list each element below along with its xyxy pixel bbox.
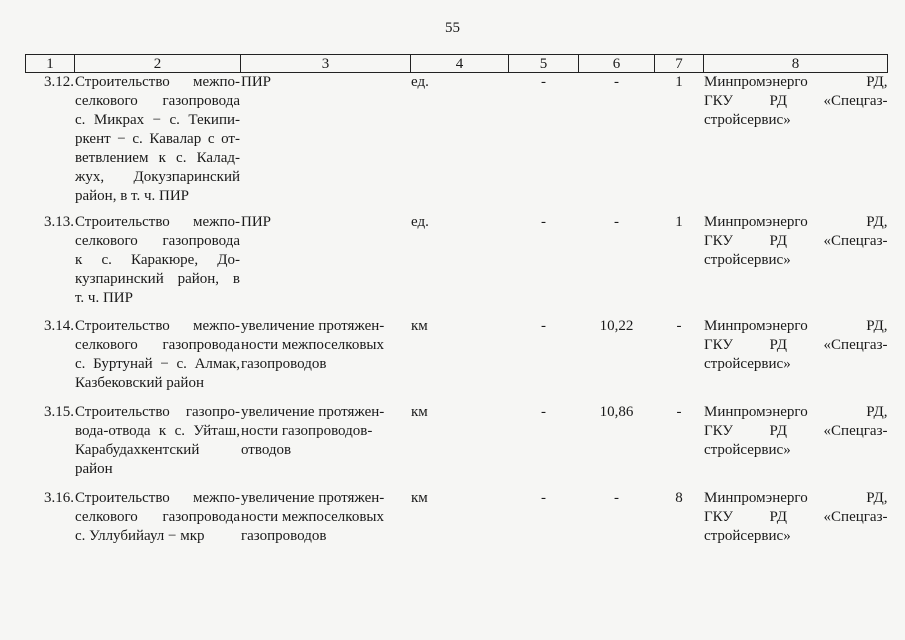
text-line: Минпромэнерго РД, — [704, 403, 888, 420]
text-line: селкового газопровода — [75, 232, 240, 249]
text-line: Строительство межпо- — [75, 489, 240, 506]
text-line: Минпромэнерго РД, — [704, 489, 888, 506]
indicator-name — [241, 73, 411, 213]
text-line: газопроводов — [241, 527, 327, 544]
value-col-6: - — [614, 74, 619, 90]
executor — [704, 73, 888, 213]
col-header-8: 8 — [704, 55, 888, 73]
value-col-6: 10,86 — [599, 403, 634, 420]
col-header-3: 3 — [241, 55, 411, 73]
page-number: 55 — [445, 20, 460, 36]
text-line: район — [75, 460, 113, 477]
text-line: ГКУ РД «Спецгаз- — [704, 422, 888, 439]
text-line: стройсервис» — [704, 112, 791, 128]
text-line: район, в т. ч. ПИР — [75, 188, 190, 204]
text-line: стройсервис» — [704, 355, 791, 372]
table-row — [26, 317, 888, 403]
text-line: Строительство газопро- — [75, 403, 240, 420]
row-number: 3.12. — [44, 74, 74, 90]
text-line: Строительство межпо- — [75, 213, 240, 230]
value-col-7: - — [676, 403, 682, 420]
col-header-2: 2 — [75, 55, 241, 73]
measure-name — [75, 213, 241, 317]
indicator-name — [241, 213, 411, 317]
executor — [704, 317, 888, 403]
text-line: т. ч. ПИР — [75, 289, 133, 306]
text-line: ности межпоселковых — [241, 336, 384, 353]
value-col-5: - — [541, 489, 546, 506]
text-line: ветвлением к с. Калад- — [75, 150, 240, 166]
executor — [704, 403, 888, 489]
text-line: Казбековский район — [75, 374, 204, 391]
unit-of-measure: км — [411, 403, 428, 420]
executor — [704, 213, 888, 317]
table-header-row — [26, 55, 888, 73]
table-row — [26, 403, 888, 489]
table-row — [26, 489, 888, 559]
text-line: ркент − с. Кавалар с от- — [75, 131, 240, 147]
text-line: ности межпоселковых — [241, 508, 384, 525]
text-line: увеличение протяжен- — [241, 489, 385, 506]
unit-of-measure: ед. — [411, 213, 429, 230]
text-line: ГКУ РД «Спецгаз- — [704, 336, 888, 353]
executor — [704, 489, 888, 559]
text-line: селкового газопровода — [75, 336, 240, 353]
text-line: Минпромэнерго РД, — [704, 213, 888, 230]
col-header-5: 5 — [509, 55, 579, 73]
text-line: Строительство межпо- — [75, 74, 240, 90]
text-line: отводов — [241, 441, 292, 458]
text-line: с. Микрах − с. Текипи- — [75, 112, 240, 128]
value-col-7: 8 — [675, 489, 683, 506]
indicator-name — [241, 317, 411, 403]
row-number: 3.15. — [44, 403, 74, 420]
text-line: Минпромэнерго РД, — [704, 74, 888, 90]
text-line: увеличение протяжен- — [241, 317, 385, 334]
row-number: 3.16. — [44, 489, 74, 506]
text-line: вода-отвода к с. Уйташ, — [75, 422, 240, 439]
value-col-7: - — [676, 317, 682, 334]
value-col-7: 1 — [675, 74, 683, 90]
text-line: селкового газопровода — [75, 93, 240, 109]
unit-of-measure: км — [411, 489, 428, 506]
value-col-5: - — [541, 317, 546, 334]
text-line: ПИР — [241, 74, 272, 90]
row-number: 3.14. — [44, 317, 74, 334]
text-line: селкового газопровода — [75, 508, 240, 525]
col-header-7: 7 — [655, 55, 704, 73]
text-line: ПИР — [241, 213, 272, 230]
value-col-6: 10,22 — [599, 317, 634, 334]
measure-name — [75, 489, 241, 559]
text-line: ГКУ РД «Спецгаз- — [704, 93, 888, 109]
text-line: Карабудахкентский — [75, 441, 200, 458]
value-col-5: - — [541, 403, 546, 420]
text-line: увеличение протяжен- — [241, 403, 385, 420]
value-col-6: - — [614, 489, 619, 506]
row-number: 3.13. — [44, 213, 74, 230]
value-col-5: - — [541, 74, 546, 90]
text-line: стройсервис» — [704, 527, 791, 544]
indicator-name — [241, 403, 411, 489]
value-col-5: - — [541, 213, 546, 230]
text-line: ГКУ РД «Спецгаз- — [704, 232, 888, 249]
text-line: ГКУ РД «Спецгаз- — [704, 508, 888, 525]
text-line: к с. Каракюре, До- — [75, 251, 240, 268]
unit-of-measure: км — [411, 317, 428, 334]
indicator-name — [241, 489, 411, 559]
unit-of-measure: ед. — [411, 74, 429, 90]
text-line: Минпромэнерго РД, — [704, 317, 888, 334]
col-header-6: 6 — [579, 55, 655, 73]
value-col-6: - — [614, 213, 619, 230]
text-line: стройсервис» — [704, 441, 791, 458]
value-col-7: 1 — [675, 213, 683, 230]
measure-name — [75, 403, 241, 489]
table-row — [26, 213, 888, 317]
text-line: ности газопроводов- — [241, 422, 373, 439]
text-line: Строительство межпо- — [75, 317, 240, 334]
text-line: с. Уллубийаул − мкр — [75, 527, 205, 544]
table-row — [26, 73, 888, 213]
col-header-1: 1 — [26, 55, 75, 73]
program-table — [25, 54, 888, 559]
measure-name — [75, 317, 241, 403]
text-line: кузпаринский район, в — [75, 270, 240, 287]
measure-name — [75, 73, 241, 213]
text-line: с. Буртунай − с. Алмак, — [75, 355, 240, 372]
text-line: газопроводов — [241, 355, 327, 372]
text-line: стройсервис» — [704, 251, 791, 268]
col-header-4: 4 — [411, 55, 509, 73]
text-line: жух, Докузпаринский — [75, 169, 240, 185]
